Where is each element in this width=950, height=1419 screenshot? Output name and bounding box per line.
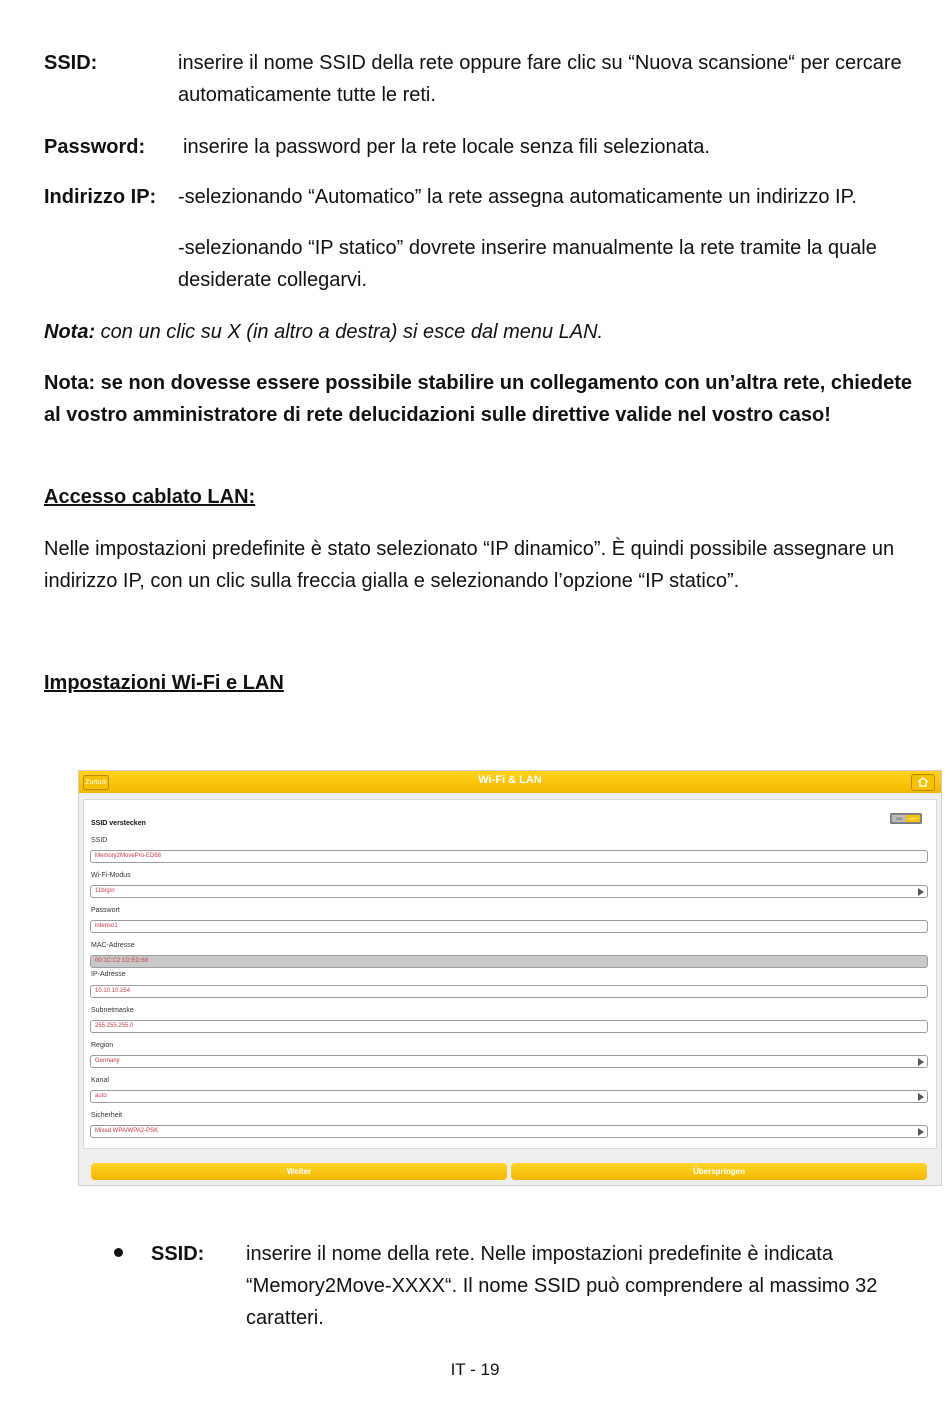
back-button[interactable]: Zurück [83,775,109,790]
subnet-mask-input[interactable]: 255.255.255.0 [90,1020,928,1033]
field-label-ip: IP-Adresse [91,971,126,978]
field-label-security: Sicherheit [91,1112,123,1119]
settings-panel [83,799,937,1149]
security-select[interactable] [90,1125,928,1138]
password-input[interactable]: intenso1 [90,920,928,933]
region-value: Germany [95,1058,120,1064]
security-value: Mixed WPA/WPA2-PSK [95,1128,159,1134]
field-label-wifi-mode: Wi-Fi-Modus [91,872,131,879]
next-button[interactable]: Weiter [91,1163,507,1180]
bullet-icon [114,1248,123,1257]
bullet-ssid-term: SSID: [151,1243,205,1265]
hide-ssid-toggle[interactable] [890,813,922,824]
page-number: IT - 19 [450,1360,500,1379]
ip-term: Indirizzo IP: [44,186,157,208]
heading-wired-lan: Accesso cablato LAN: [44,486,256,508]
mac-address-field: 00:1C:C2:1D:ED:68 [90,955,928,968]
hide-ssid-label: SSID verstecken [91,820,146,827]
screenshot-titlebar [79,771,941,793]
ip-definition-static: -selezionando “IP statico” dovrete inserire manualmente la rete tramite la quale desiderate collegarvi. [178,237,877,291]
channel-select[interactable] [90,1090,928,1103]
field-label-channel: Kanal [91,1077,109,1084]
bullet-ssid-definition: inserire il nome della rete. Nelle impostazioni predefinite è indicata “Memory2Move-XXXX“. Il nome SSID può comprendere al massimo 32 caratteri. [246,1243,878,1329]
note-admin: Nota: se non dovesse essere possibile stabilire un collegamento con un’altra rete, chiedete al vostro amministratore di rete delucidazioni sulle direttive valide nel vostro caso! [44,372,913,426]
field-label-subnet: Subnetmaske [91,1007,134,1014]
password-definition: inserire la password per la rete locale senza fili selezionata. [183,136,710,158]
field-label-ssid: SSID [91,837,108,844]
field-label-password: Passwort [91,907,120,914]
ssid-input[interactable]: Memory2MovePro-ED68 [90,850,928,863]
field-label-region: Region [91,1042,114,1049]
channel-value: auto [95,1093,107,1099]
home-icon [917,777,929,787]
wifi-lan-screenshot [78,770,942,1186]
password-term: Password: [44,136,146,158]
screenshot-title: Wi-Fi & LAN [478,774,542,786]
region-select[interactable] [90,1055,928,1068]
arrow-right-icon [918,1093,924,1101]
skip-button[interactable]: Überspringen [511,1163,927,1180]
note-exit [44,316,603,348]
toggle-off: OFF [906,815,920,822]
wired-lan-text: Nelle impostazioni predefinite è stato selezionato “IP dinamico”. È quindi possibile assegnare un indirizzo IP, con un clic sulla freccia gialla e selezionando l’opzione “IP statico”. [44,538,895,592]
ip-definition-auto: -selezionando “Automatico” la rete assegna automaticamente un indirizzo IP. [178,186,857,208]
note-exit-text: con un clic su X (in altro a destra) si esce dal menu LAN. [95,321,604,343]
home-button[interactable] [911,774,935,791]
arrow-right-icon [918,1128,924,1136]
ip-address-input[interactable]: 10.10.10.254 [90,985,928,998]
ssid-term: SSID: [44,52,98,74]
toggle-on: ON [892,815,906,822]
heading-wifi-lan-settings: Impostazioni Wi-Fi e LAN [44,672,284,694]
wifi-mode-value: 11b/g/n [95,888,115,894]
arrow-right-icon [918,888,924,896]
arrow-right-icon [918,1058,924,1066]
field-label-mac: MAC-Adresse [91,942,135,949]
wifi-mode-select[interactable] [90,885,928,898]
ssid-definition: inserire il nome SSID della rete oppure fare clic su “Nuova scansione“ per cercare automaticamente tutte le reti. [178,52,902,106]
note-exit-label: Nota: [44,321,96,343]
